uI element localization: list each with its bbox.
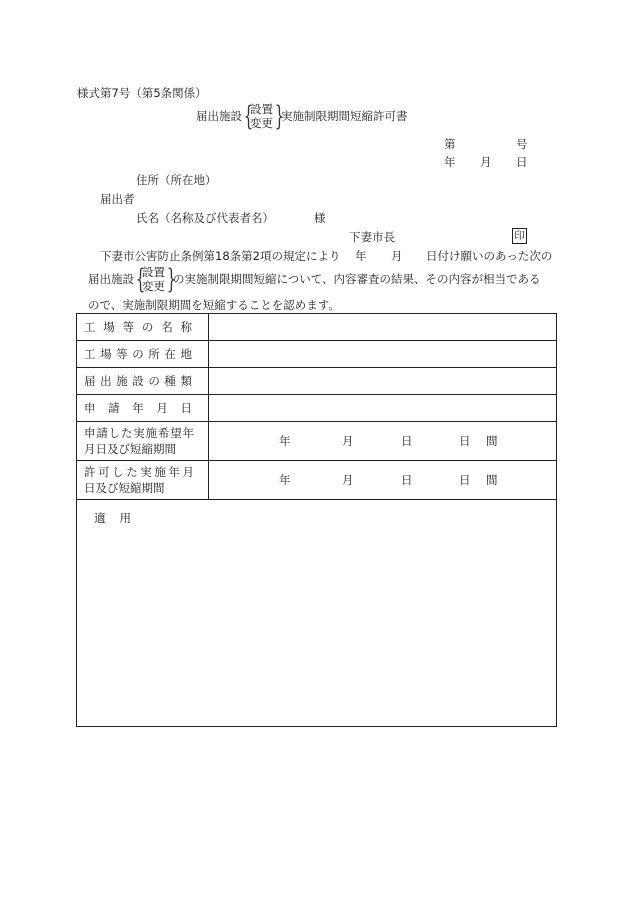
- label-char: 場: [103, 320, 115, 334]
- label-char: 請: [96, 426, 108, 440]
- label-char: 請: [108, 401, 120, 415]
- value-application-date[interactable]: [209, 395, 557, 422]
- label-char: し: [108, 426, 121, 440]
- unit-day: 日: [401, 434, 413, 448]
- label-char: し: [112, 465, 124, 479]
- body-line2-prefix: 届出施設: [88, 272, 134, 286]
- body-left-brace: {: [135, 263, 146, 295]
- label-char: 種: [164, 374, 176, 388]
- value-factory-name[interactable]: [209, 314, 557, 341]
- left-brace: {: [243, 100, 254, 132]
- label-char: 名: [161, 320, 173, 334]
- label-char: 年: [132, 401, 144, 415]
- table-row-approved-period: [77, 461, 557, 500]
- label-char: 実: [140, 465, 152, 479]
- unit-year: 年: [279, 473, 291, 487]
- label-char: 出: [100, 374, 112, 388]
- document-title: [196, 102, 408, 130]
- label-char: 月: [182, 465, 194, 479]
- unit-month: 月: [342, 473, 354, 487]
- table-row-facility-type: [77, 368, 557, 395]
- value-requested-period[interactable]: [209, 422, 557, 461]
- label-char: 所: [148, 347, 160, 361]
- title-option-change: 変更: [250, 116, 273, 130]
- body-right-brace: }: [166, 263, 177, 295]
- honorific-sama: 様: [314, 211, 326, 225]
- label-line2: 月日及び短縮期間: [84, 442, 176, 456]
- title-options: [250, 102, 273, 130]
- form-number: 様式第7号（第5条関係）: [77, 86, 207, 100]
- applicant-role-label: 届出者: [100, 192, 135, 206]
- body-option-install: 設置: [142, 265, 165, 279]
- unit-period: 間: [486, 434, 498, 448]
- number-dai: 第: [444, 137, 456, 151]
- seal-mark: 印: [512, 228, 527, 244]
- label-char: 称: [180, 320, 192, 334]
- title-prefix: 届出施設: [196, 109, 242, 123]
- name-label: 氏名（名称及び代表者名）: [136, 211, 274, 225]
- body-line3: ので、実施制限期間を短縮することを認めます。: [88, 298, 340, 312]
- unit-period-day: 日: [459, 473, 471, 487]
- table-row-application-date: [77, 395, 557, 422]
- unit-month: 月: [342, 434, 354, 448]
- date-day: 日: [516, 155, 528, 169]
- label-char: 在: [164, 347, 176, 361]
- number-go: 号: [516, 137, 528, 151]
- right-brace: }: [274, 100, 285, 132]
- label-char: 工: [84, 347, 96, 361]
- remarks-area[interactable]: [77, 500, 557, 727]
- label-factory-address: [77, 341, 209, 368]
- label-application-date: [77, 395, 209, 422]
- label-factory-name: [77, 314, 209, 341]
- unit-day: 日: [401, 473, 413, 487]
- title-option-install: 設置: [250, 102, 273, 116]
- unit-period-day: 日: [459, 434, 471, 448]
- label-char: 月: [156, 401, 168, 415]
- label-facility-type: [77, 368, 209, 395]
- label-char: 地: [180, 347, 192, 361]
- permit-details-table: [76, 313, 557, 727]
- remarks-label: [94, 510, 556, 526]
- table-row-factory-name: [77, 314, 557, 341]
- label-char: 日: [180, 401, 192, 415]
- body-line1-a: 下妻市公害防止条例第18条第2項の規定により: [100, 249, 341, 263]
- table-row-remarks: [77, 500, 557, 727]
- label-char: 施: [116, 374, 128, 388]
- value-approved-period[interactable]: [209, 461, 557, 500]
- label-char: た: [126, 465, 138, 479]
- body-line1-month: 月: [391, 249, 403, 263]
- address-label: 住所（所在地）: [136, 173, 217, 187]
- label-char: 年: [182, 426, 194, 440]
- label-char: 申: [84, 401, 96, 415]
- date-year: 年: [444, 155, 456, 169]
- label-char: の: [132, 347, 144, 361]
- label-char: 施: [154, 465, 166, 479]
- label-char: 年: [168, 465, 180, 479]
- label-char: 設: [132, 374, 144, 388]
- label-char: 可: [98, 465, 110, 479]
- label-char: 用: [119, 511, 131, 525]
- label-char: 許: [84, 465, 96, 479]
- label-char: 工: [84, 320, 96, 334]
- title-suffix: 実施制限期間短縮許可書: [281, 109, 408, 123]
- body-options: [142, 265, 165, 293]
- body-line2-suffix: の実施制限期間短縮について、内容審査の結果、その内容が相当である: [173, 272, 541, 286]
- label-char: 適: [94, 511, 106, 525]
- label-char: 希: [157, 426, 170, 440]
- unit-period: 間: [486, 473, 498, 487]
- label-char: 申: [84, 426, 96, 440]
- table-row-factory-address: [77, 341, 557, 368]
- body-line1-b: 日付け願いのあった次の: [426, 249, 553, 263]
- label-char: の: [148, 374, 160, 388]
- label-char: 望: [170, 426, 182, 440]
- label-char: 等: [122, 320, 135, 334]
- label-char: の: [141, 320, 154, 334]
- value-factory-address[interactable]: [209, 341, 557, 368]
- label-char: 場: [100, 347, 112, 361]
- label-char: た: [120, 426, 133, 440]
- unit-year: 年: [279, 434, 291, 448]
- label-requested-period: [77, 422, 209, 461]
- body-line1-year: 年: [355, 249, 367, 263]
- value-facility-type[interactable]: [209, 368, 557, 395]
- body-line2: [88, 265, 541, 293]
- date-month: 月: [480, 155, 492, 169]
- label-char: 届: [84, 374, 96, 388]
- label-char: 類: [180, 374, 192, 388]
- label-char: 実: [133, 426, 145, 440]
- label-char: 施: [145, 426, 158, 440]
- label-char: 等: [116, 347, 128, 361]
- table-row-requested-period: [77, 422, 557, 461]
- label-line2: 日及び短縮期間: [84, 481, 165, 495]
- label-approved-period: [77, 461, 209, 500]
- issuer-title: 下妻市長: [349, 230, 395, 244]
- body-option-change: 変更: [142, 279, 165, 293]
